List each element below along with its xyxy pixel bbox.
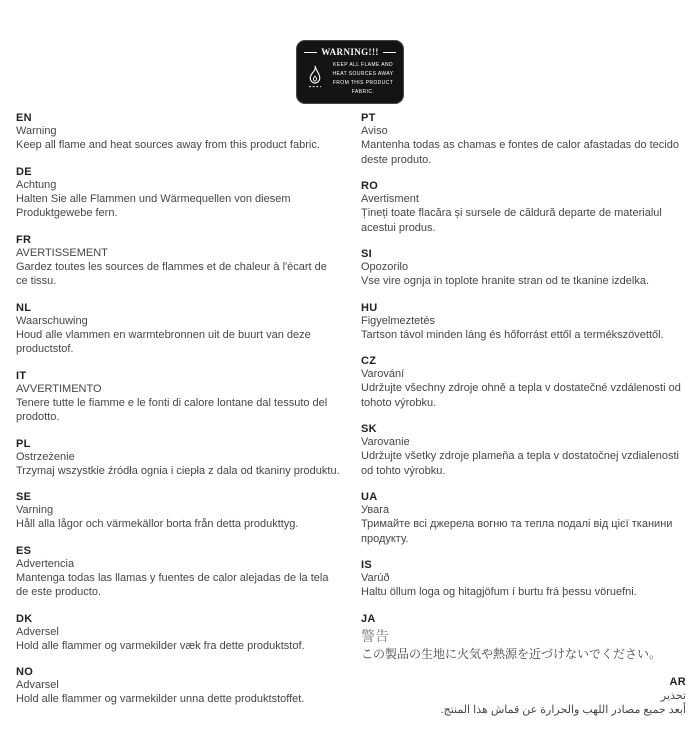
warning-text: Mantenha todas as chamas e fontes de calor afastadas do tecido deste produto.: [361, 139, 679, 166]
warning-badge: [296, 40, 404, 104]
warning-word: Увага: [361, 504, 390, 517]
language-code: SI: [361, 248, 372, 261]
language-entry-ja: [361, 613, 686, 663]
warning-text: Håll alla lågor och värmekällor borta från detta produkttyg.: [16, 518, 299, 531]
language-code: CZ: [361, 355, 377, 368]
warning-text: Halten Sie alle Flammen und Wärmequellen von diesem Produktgewebe fern.: [16, 192, 291, 220]
badge-rule-left: [304, 52, 317, 53]
warning-word: Varúð: [361, 572, 390, 585]
language-entry-de: [16, 166, 341, 221]
language-code: HU: [361, 301, 378, 314]
language-entry-ua: [361, 491, 686, 546]
language-entry-si: [361, 248, 686, 289]
language-entry-ar: [361, 676, 686, 718]
language-entry-pl: [16, 438, 341, 479]
language-code: DE: [16, 165, 32, 178]
warning-word: Varování: [361, 368, 405, 381]
warning-word: Adversel: [16, 625, 59, 638]
language-entry-en: [16, 112, 341, 153]
warning-badge-body: [304, 61, 396, 97]
warning-word: Avertisment: [361, 193, 419, 206]
warning-badge-line: KEEP ALL FLAME AND: [332, 62, 393, 68]
flame-icon: [304, 63, 326, 96]
warning-word: Achtung: [16, 178, 57, 191]
column-left: [16, 112, 341, 730]
language-entry-hu: [361, 302, 686, 343]
warning-text: Tartson távol minden láng és hőforrást ettől a termékszövettől.: [361, 328, 664, 341]
warning-word: Varning: [16, 504, 54, 517]
language-code: NL: [16, 301, 32, 314]
badge-rule-right: [383, 52, 396, 53]
language-entry-cz: [361, 355, 686, 410]
warning-text: Haltu öllum loga og hitagjöfum í burtu frá þessu vöruefni.: [361, 586, 637, 599]
warning-text: Keep all flame and heat sources away from this product fabric.: [16, 139, 320, 151]
warning-word: 警告: [361, 627, 389, 644]
language-code: PL: [16, 437, 31, 450]
warning-word: Advertencia: [16, 557, 75, 570]
language-code: SK: [361, 423, 377, 436]
warning-word: Waarschuwing: [16, 314, 88, 327]
language-code: FR: [16, 233, 32, 246]
warning-text: Vse vire ognja in toplote hranite stran od te tkanine izdelka.: [361, 275, 650, 288]
language-code: ES: [16, 544, 32, 557]
warning-text: Gardez toutes les sources de flammes et de chaleur à l'écart de ce tissu.: [16, 260, 327, 288]
warning-word: Varovanie: [361, 436, 410, 449]
language-code: UA: [361, 491, 378, 504]
warning-word: AVVERTIMENTO: [16, 382, 102, 395]
language-code: RO: [361, 180, 379, 193]
warning-text: أبعد جميع مصادر اللهب والحرارة عن قماش هذا المنتج.: [440, 703, 686, 716]
language-entry-dk: [16, 613, 341, 654]
warning-text: Udržujte všetky zdroje plameňa a tepla v dostatočnej vzdialenosti od tohto výrobku.: [361, 450, 679, 477]
language-code: JA: [361, 612, 376, 625]
warning-text: Houd alle vlammen en warmtebronnen uit de buurt van deze productstof.: [16, 328, 311, 356]
warning-word: تحذير: [660, 689, 686, 702]
language-entry-is: [361, 559, 686, 600]
warning-text: Tenere tutte le fiamme e le fonti di calore lontane dal tessuto del prodotto.: [16, 396, 328, 424]
language-entry-sk: [361, 423, 686, 478]
warning-badge-line: HEAT SOURCES AWAY: [332, 71, 394, 77]
language-code: PT: [361, 112, 376, 124]
language-code: EN: [16, 112, 32, 124]
column-right: [361, 112, 686, 730]
warning-word: Advarsel: [16, 679, 59, 692]
warning-text: Țineți toate flacăra și sursele de căldură departe de materialul acestui produs.: [361, 207, 662, 234]
language-entry-se: [16, 491, 341, 532]
warning-word: AVERTISSEMENT: [16, 246, 108, 259]
warning-text: Hold alle flammer og varmekilder unna dette produktstoffet.: [16, 693, 305, 706]
warning-badge-line: FABRIC.: [351, 89, 375, 95]
warning-badge-text: [330, 61, 396, 97]
language-entry-es: [16, 545, 341, 600]
warning-word: Ostrzeżenie: [16, 450, 75, 463]
language-code: IS: [361, 559, 372, 572]
warning-text: Trzymaj wszystkie źródła ognia i ciepła z dala od tkaniny produktu.: [16, 464, 340, 477]
warning-badge-title-row: [304, 47, 396, 57]
warning-word: Opozorilo: [361, 261, 409, 274]
warning-word: Aviso: [361, 125, 388, 137]
language-code: IT: [16, 369, 27, 382]
language-entry-pt: [361, 112, 686, 167]
warning-text: Тримайте всі джерела вогню та тепла подалі від цієї тканини продукту.: [361, 518, 673, 545]
language-entry-no: [16, 666, 341, 707]
warning-word: Figyelmeztetés: [361, 314, 435, 327]
language-entry-nl: [16, 302, 341, 357]
warning-title: WARNING!!!: [321, 47, 379, 57]
language-entry-it: [16, 370, 341, 425]
language-entry-fr: [16, 234, 341, 289]
warning-text: Mantenga todas las llamas y fuentes de calor alejadas de la tela de este producto.: [16, 571, 329, 599]
language-entry-ro: [361, 180, 686, 235]
language-code: AR: [669, 675, 686, 688]
language-columns: [16, 112, 686, 730]
warning-text: Hold alle flammer og varmekilder væk fra dette produktstof.: [16, 639, 305, 652]
language-code: NO: [16, 666, 34, 679]
warning-text: Udržujte všechny zdroje ohně a tepla v dostatečné vzdálenosti od tohoto výrobku.: [361, 382, 681, 409]
language-code: SE: [16, 491, 32, 504]
warning-badge-line: FROM THIS PRODUCT: [332, 80, 394, 86]
warning-text: この製品の生地に火気や熱源を近づけないでください。: [361, 646, 662, 661]
language-code: DK: [16, 612, 33, 625]
warning-word: Warning: [16, 125, 57, 137]
